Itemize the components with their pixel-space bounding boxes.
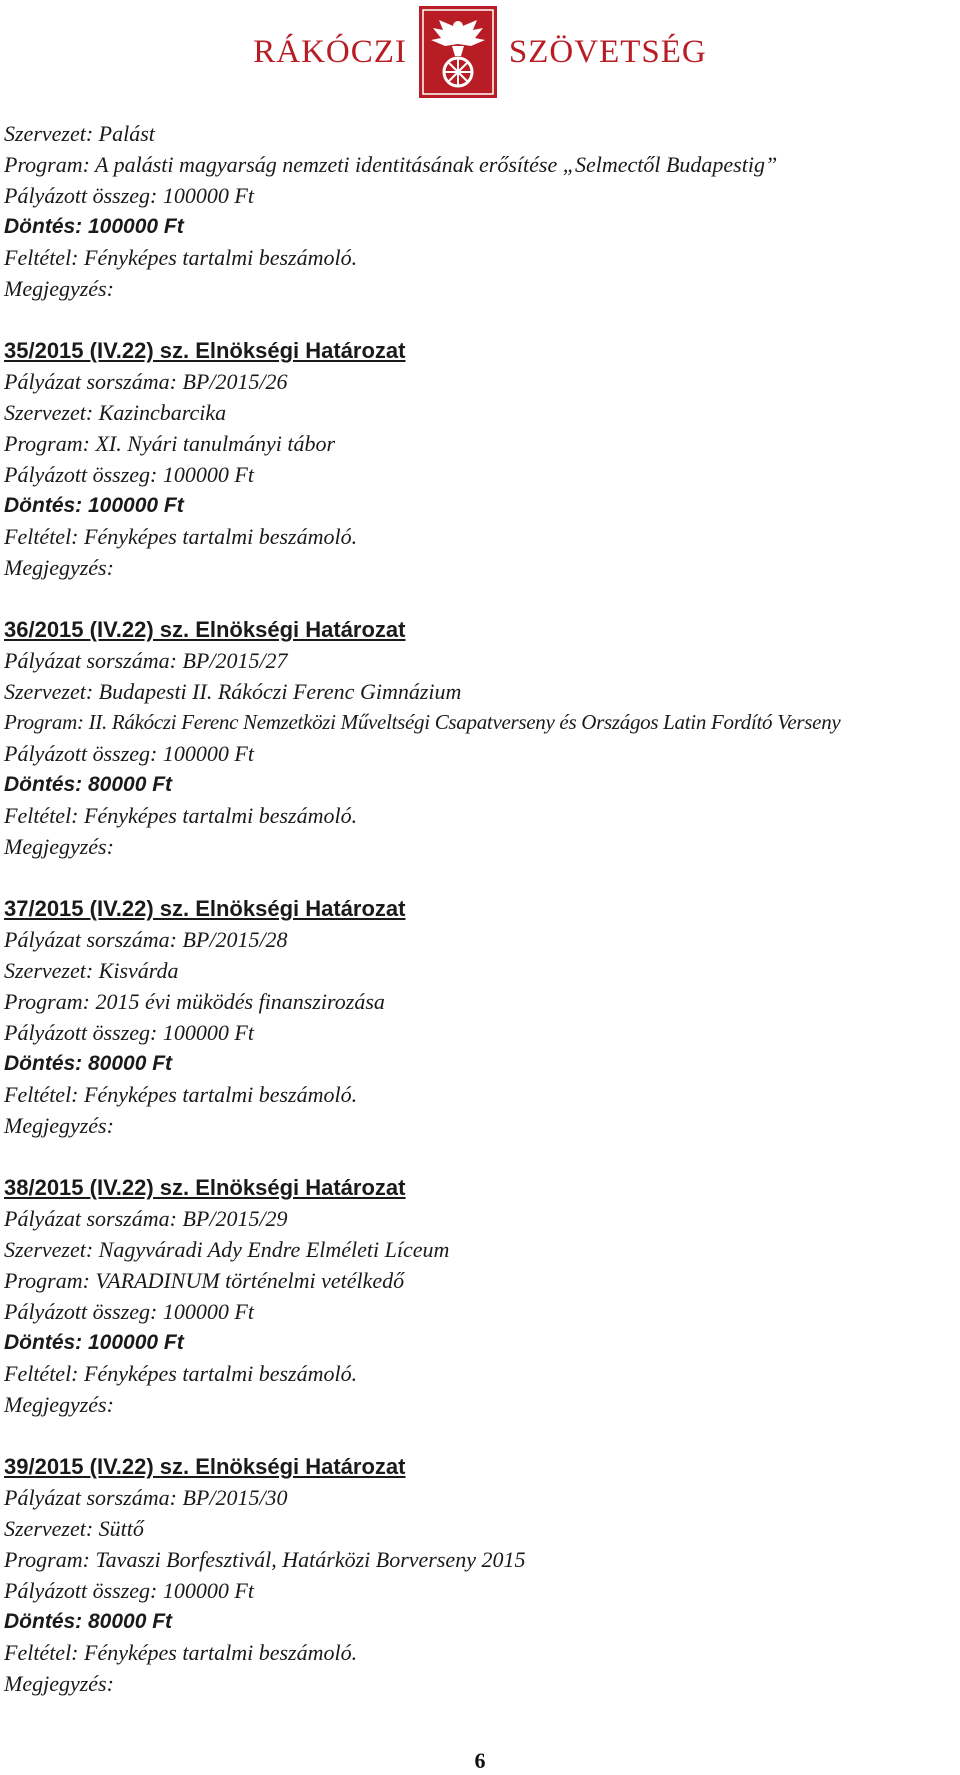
note-line: Megjegyzés: <box>4 1671 114 1696</box>
condition-line: Feltétel: Fényképes tartalmi beszámoló. <box>4 1361 358 1386</box>
condition-line: Feltétel: Fényképes tartalmi beszámoló. <box>4 245 358 270</box>
application-number-line: Pályázat sorszáma: BP/2015/26 <box>4 369 288 394</box>
spacer <box>4 1420 954 1451</box>
decision-line: Döntés: 80000 Ft <box>4 1052 173 1075</box>
spacer <box>4 1141 954 1172</box>
condition-line: Feltétel: Fényképes tartalmi beszámoló. <box>4 524 358 549</box>
resolution-block-36 <box>4 614 954 862</box>
resolution-heading: 35/2015 (IV.22) sz. Elnökségi Határozat <box>4 338 406 363</box>
condition-line: Feltétel: Fényképes tartalmi beszámoló. <box>4 1640 358 1665</box>
resolution-heading: 39/2015 (IV.22) sz. Elnökségi Határozat <box>4 1454 406 1479</box>
resolution-block-palast <box>4 118 954 304</box>
page-number: 6 <box>474 1748 486 1773</box>
spacer <box>4 583 954 614</box>
condition-line: Feltétel: Fényképes tartalmi beszámoló. <box>4 803 358 828</box>
application-number-line: Pályázat sorszáma: BP/2015/30 <box>4 1485 288 1510</box>
program-line: Program: XI. Nyári tanulmányi tábor <box>4 431 335 456</box>
resolution-heading: 37/2015 (IV.22) sz. Elnökségi Határozat <box>4 896 406 921</box>
application-number-line: Pályázat sorszáma: BP/2015/27 <box>4 648 288 673</box>
note-line: Megjegyzés: <box>4 1113 114 1138</box>
application-number-line: Pályázat sorszáma: BP/2015/28 <box>4 927 288 952</box>
decision-line: Döntés: 100000 Ft <box>4 1331 184 1354</box>
crest-icon <box>419 6 497 98</box>
requested-amount-line: Pályázott összeg: 100000 Ft <box>4 1020 254 1045</box>
requested-amount-line: Pályázott összeg: 100000 Ft <box>4 462 254 487</box>
note-line: Megjegyzés: <box>4 555 114 580</box>
header-logo <box>0 6 960 98</box>
organization-line: Szervezet: Kazincbarcika <box>4 400 227 425</box>
document-body <box>4 118 954 1699</box>
resolution-block-37 <box>4 893 954 1141</box>
program-line: Program: A palásti magyarság nemzeti identitásának erősítése „Selmectől Budapestig” <box>4 152 778 177</box>
organization-line: Szervezet: Budapesti II. Rákóczi Ferenc Gimnázium <box>4 679 462 704</box>
logo-text-right: SZÖVETSÉG <box>508 33 707 70</box>
spacer <box>4 304 954 335</box>
application-number-line: Pályázat sorszáma: BP/2015/29 <box>4 1206 288 1231</box>
note-line: Megjegyzés: <box>4 834 114 859</box>
program-line: Program: Tavaszi Borfesztivál, Határközi Borverseny 2015 <box>4 1547 526 1572</box>
note-line: Megjegyzés: <box>4 1392 114 1417</box>
organization-line: Szervezet: Nagyváradi Ady Endre Elméleti Líceum <box>4 1237 450 1262</box>
decision-line: Döntés: 80000 Ft <box>4 773 173 796</box>
decision-line: Döntés: 80000 Ft <box>4 1610 173 1633</box>
logo-text-left: RÁKÓCZI <box>253 33 407 70</box>
requested-amount-line: Pályázott összeg: 100000 Ft <box>4 1578 254 1603</box>
resolution-block-38 <box>4 1172 954 1420</box>
decision-line: Döntés: 100000 Ft <box>4 215 184 238</box>
requested-amount-line: Pályázott összeg: 100000 Ft <box>4 1299 254 1324</box>
resolution-block-35 <box>4 335 954 583</box>
program-line: Program: VARADINUM történelmi vetélkedő <box>4 1268 405 1293</box>
requested-amount-line: Pályázott összeg: 100000 Ft <box>4 183 254 208</box>
resolution-heading: 38/2015 (IV.22) sz. Elnökségi Határozat <box>4 1175 406 1200</box>
organization-line: Szervezet: Kisvárda <box>4 958 179 983</box>
resolution-heading: 36/2015 (IV.22) sz. Elnökségi Határozat <box>4 617 406 642</box>
organization-line: Szervezet: Palást <box>4 121 155 146</box>
requested-amount-line: Pályázott összeg: 100000 Ft <box>4 741 254 766</box>
spacer <box>4 862 954 893</box>
decision-line: Döntés: 100000 Ft <box>4 494 184 517</box>
program-line: Program: 2015 évi müködés finanszirozása <box>4 989 385 1014</box>
organization-line: Szervezet: Süttő <box>4 1516 144 1541</box>
program-line: Program: II. Rákóczi Ferenc Nemzetközi Műveltségi Csapatverseny és Országos Latin Fordító Verseny <box>4 710 841 734</box>
condition-line: Feltétel: Fényképes tartalmi beszámoló. <box>4 1082 358 1107</box>
note-line: Megjegyzés: <box>4 276 114 301</box>
resolution-block-39 <box>4 1451 954 1699</box>
